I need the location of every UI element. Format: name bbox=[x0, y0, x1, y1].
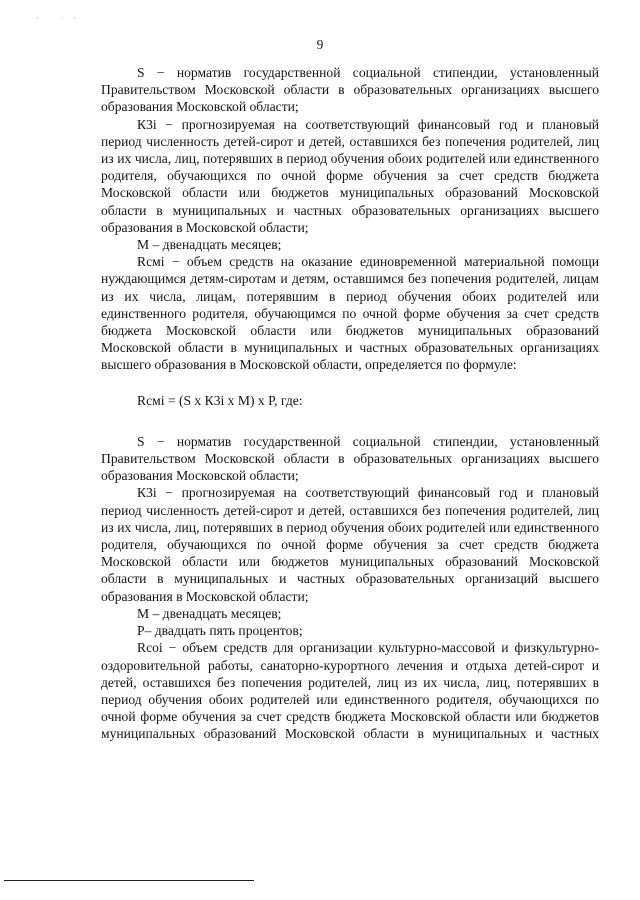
paragraph-k3i-definition-2: К3i − прогнозируемая на соответствующий финансовый год и плановый период численность детей-сирот и детей, оставшихся без попечения родителей, лиц из их числа, лиц, потерявших в период обучения обоих родителей или единственного родителя, обучающихся по очной форме обучения за счет средств бюджета Московской области или бюджетов муниципальных образований Московской области в муниципальных и частных образовательных организаций высшего образования в Московской области; bbox=[101, 485, 599, 604]
footnote-divider bbox=[4, 880, 254, 881]
paragraph-rcmi-definition: Rсмi − объем средств на оказание единовременной материальной помощи нуждающимся детям-сиротам и детям, оставшимся без попечения родителей, лицам из их числа, лицам, потерявшим в период обучения обоих родителей или единственного родителя, обучающимся по очной форме обучения за счет средств бюджета Московской области или бюджетов муниципальных образований Московской области в муниципальных и частных образовательных организациях высшего образования в Московской области, определяется по формуле: bbox=[101, 254, 599, 373]
paragraph-m-definition-2: М – двенадцать месяцев; bbox=[137, 605, 282, 621]
formula-rcmi: Rсмi = (S x К3i x M) x P, где: bbox=[137, 392, 303, 408]
paragraph-s-definition: S − норматив государственной социальной стипендии, установленный Правительством Московской области в образовательных организациях высшего образования Московской области; bbox=[101, 65, 599, 115]
document-body bbox=[101, 64, 599, 743]
paragraph-k3i-definition: К3i − прогнозируемая на соответствующий финансовый год и плановый период численность детей-сирот и детей, оставшихся без попечения родителей, лиц из их числа, лиц, потерявших в период обучения обоих родителей или единственного родителя, обучающихся по очной форме обучения за счет средств бюджета Московской области или бюджетов муниципальных образований Московской области в муниципальных и частных образовательных организациях высшего образования в Московской области; bbox=[101, 116, 599, 235]
paragraph-s-definition-2: S − норматив государственной социальной стипендии, установленный Правительством Московской области в образовательных организациях высшего образования Московской области; bbox=[101, 433, 599, 484]
paragraph-rcoi-definition: Rсоi − объем средств для организации культурно-массовой и физкультурно-оздоровительной работы, санаторно-курортного лечения и отдыха детей-сирот и детей, оставшихся без попечения родителей, лиц из их числа, лиц, потерявших в период обучения обоих родителей или единственного родителя, обучающихся по очной форме обучения за счет средств бюджета Московской области или бюджетов муниципальных образований Московской области в муниципальных и частных bbox=[101, 640, 599, 742]
scan-artifact-marks: · ·· bbox=[36, 14, 86, 23]
paragraph-p-definition: Р– двадцать пять процентов; bbox=[137, 623, 303, 639]
page-number: 9 bbox=[316, 37, 324, 52]
paragraph-m-definition: М – двенадцать месяцев; bbox=[137, 237, 282, 253]
